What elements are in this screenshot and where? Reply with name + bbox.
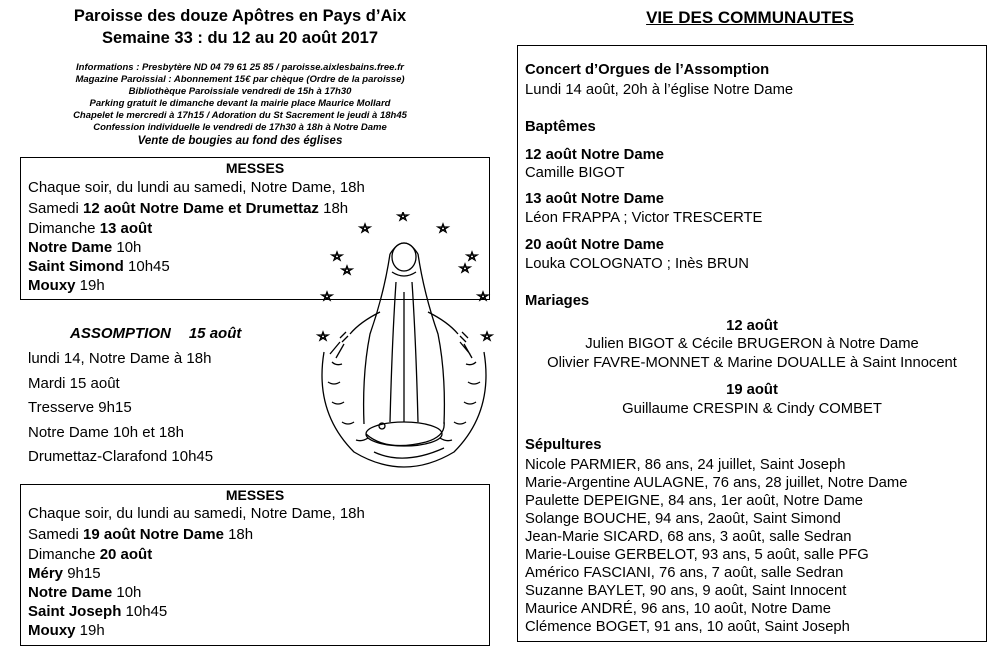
assomption-item: Tresserve 9h15 — [28, 399, 132, 416]
bapteme-date: 20 août Notre Dame — [525, 237, 664, 253]
mass-location: Méry 9h15 — [28, 565, 101, 582]
mass-location: Notre Dame 10h — [28, 584, 142, 601]
mariage-couple: Olivier FAVRE-MONNET & Marine DOUALLE à Saint Innocent — [547, 355, 957, 371]
assomption-heading: ASSOMPTION 15 août — [70, 325, 242, 342]
sepulture-item: Maurice ANDRÉ, 96 ans, 10 août, Notre Dame — [525, 601, 831, 617]
mass-location: Saint Simond 10h45 — [28, 258, 170, 275]
week-title: Semaine 33 : du 12 au 20 août 2017 — [101, 29, 379, 47]
sepulture-item: Clémence BOGET, 91 ans, 10 août, Saint Joseph — [525, 619, 850, 635]
community-life-title: VIE DES COMMUNAUTES — [646, 8, 854, 27]
sunday-mass: Dimanche 20 août — [28, 546, 153, 563]
info-line: Informations : Presbytère ND 04 79 61 25 85 / paroisse.aixlesbains.free.fr — [76, 62, 404, 73]
assomption-item: Notre Dame 10h et 18h — [28, 423, 184, 441]
parish-title: Paroisse des douze Apôtres en Pays d’Aix — [73, 7, 407, 25]
info-line: Magazine Paroissial : Abonnement 15€ par chèque (Ordre de la paroisse) — [75, 74, 405, 85]
masses-box-week2 — [20, 484, 490, 646]
sepulture-item: Suzanne BAYLET, 90 ans, 9 août, Saint Innocent — [525, 583, 847, 599]
sunday-mass: Dimanche 13 août — [28, 220, 153, 237]
sepultures-heading: Sépultures — [525, 437, 602, 453]
sepulture-item: Nicole PARMIER, 86 ans, 24 juillet, Saint Joseph — [525, 457, 846, 473]
saturday-mass: Samedi 19 août Notre Dame 18h — [28, 526, 254, 543]
sepulture-item: Marie-Argentine AULAGNE, 76 ans, 28 juillet, Notre Dame — [525, 475, 908, 491]
sepulture-item: Paulette DEPEIGNE, 84 ans, 1er août, Notre Dame — [525, 493, 864, 509]
mass-location: Saint Joseph 10h45 — [28, 603, 168, 620]
assomption-item: Mardi 15 août — [28, 374, 120, 392]
info-line: Vente de bougies au fond des églises — [137, 135, 343, 147]
bapteme-names: Louka COLOGNATO ; Inès BRUN — [525, 256, 749, 272]
masses-title: MESSES — [225, 487, 285, 503]
masses-title: MESSES — [225, 160, 285, 176]
info-line: Bibliothèque Paroissiale vendredi de 15h à 17h30 — [128, 86, 352, 97]
info-block — [20, 62, 460, 149]
mass-location: Mouxy 19h — [28, 622, 105, 639]
baptemes-heading: Baptêmes — [525, 119, 596, 135]
concert-title: Concert d’Orgues de l’Assomption — [525, 62, 770, 78]
bapteme-date: 13 août Notre Dame — [525, 191, 664, 207]
sepulture-item: Solange BOUCHE, 94 ans, 2août, Saint Simond — [525, 511, 841, 527]
info-line: Confession individuelle le vendredi de 17h30 à 18h à Notre Dame — [93, 122, 387, 133]
virgin-mary-illustration — [304, 212, 504, 482]
mariage-date: 19 août — [726, 382, 778, 398]
mariage-date: 12 août — [726, 318, 778, 334]
mass-location: Mouxy 19h — [28, 277, 105, 294]
saturday-mass: Samedi 12 août Notre Dame et Drumettaz 18h — [28, 200, 349, 217]
assomption-list — [28, 347, 213, 470]
mariage-couple: Guillaume CRESPIN & Cindy COMBET — [622, 401, 882, 417]
sepultures-list — [525, 456, 980, 636]
assomption-item: lundi 14, Notre Dame à 18h — [28, 350, 212, 367]
daily-mass: Chaque soir, du lundi au samedi, Notre Dame, 18h — [28, 505, 365, 522]
bapteme-names: Camille BIGOT — [525, 165, 625, 181]
concert-detail: Lundi 14 août, 20h à l’église Notre Dame — [525, 82, 794, 98]
info-line: Parking gratuit le dimanche devant la mairie place Maurice Mollard — [89, 98, 391, 109]
bapteme-names: Léon FRAPPA ; Victor TRESCERTE — [525, 210, 763, 226]
assomption-item: Drumettaz-Clarafond 10h45 — [28, 448, 214, 465]
sepulture-item: Marie-Louise GERBELOT, 93 ans, 5 août, salle PFG — [525, 547, 869, 563]
daily-mass: Chaque soir, du lundi au samedi, Notre Dame, 18h — [28, 179, 365, 196]
sepulture-item: Américo FASCIANI, 76 ans, 7 août, salle Sedran — [525, 565, 844, 581]
bapteme-date: 12 août Notre Dame — [525, 147, 664, 163]
mariages-heading: Mariages — [525, 293, 590, 309]
info-line: Chapelet le mercredi à 17h15 / Adoration du St Sacrement le jeudi à 18h45 — [73, 110, 407, 121]
mariage-couple: Julien BIGOT & Cécile BRUGERON à Notre Dame — [585, 336, 919, 352]
sepulture-item: Jean-Marie SICARD, 68 ans, 3 août, salle Sedran — [525, 529, 852, 545]
mass-location: Notre Dame 10h — [28, 239, 142, 256]
